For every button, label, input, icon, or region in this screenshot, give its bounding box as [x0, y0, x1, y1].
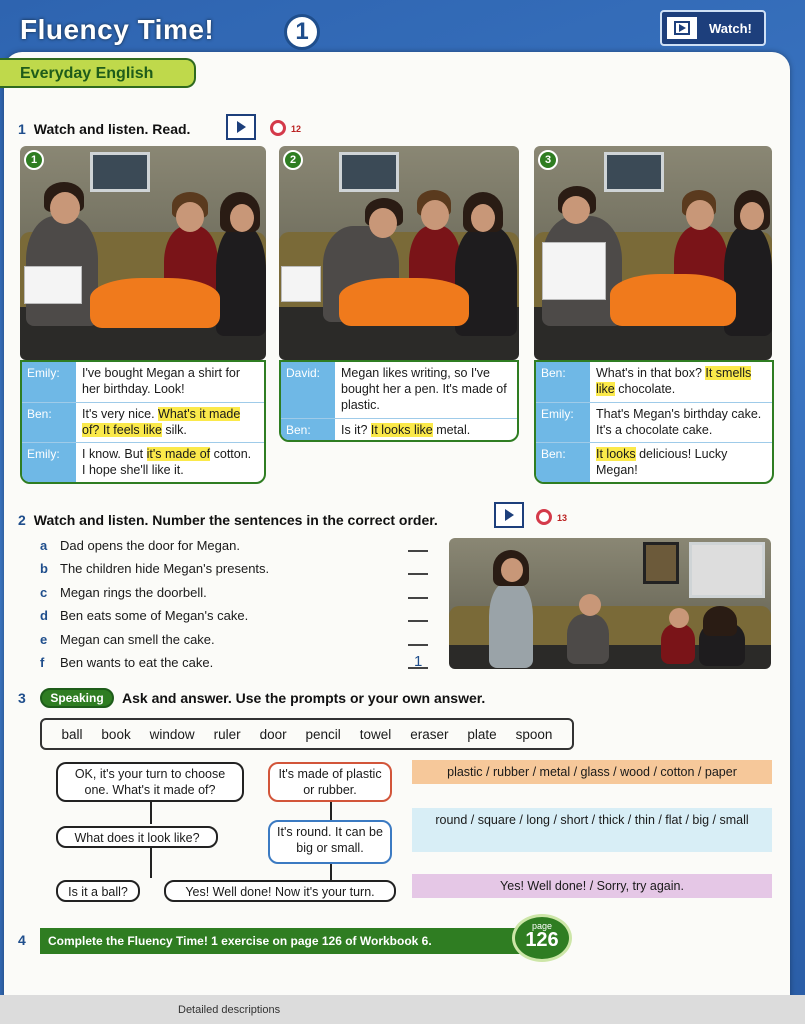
speaker-name: Emily:: [22, 443, 76, 484]
audio-cd-icon[interactable]: [536, 509, 552, 525]
dialog-line: [536, 402, 772, 442]
item-letter: f: [40, 654, 45, 670]
highlighted-phrase: What's it made of? It feels like: [82, 407, 241, 437]
speech-bubble-question-2: What does it look like?: [56, 826, 218, 848]
exercise-2-title: [18, 512, 438, 528]
dialog-line: [536, 362, 772, 402]
speaker-name: Ben:: [22, 403, 76, 442]
speech-bubble-question-3: Is it a ball?: [56, 880, 140, 902]
list-item: [40, 608, 440, 631]
answer-blank[interactable]: [408, 620, 428, 622]
connector-line: [150, 848, 152, 878]
workbook-page-badge[interactable]: [512, 914, 572, 962]
dialog-text: It's very nice. What's it made of? It feels like silk.: [82, 407, 241, 437]
exercise-2-instruction: Watch and listen. Number the sentences in the correct order.: [33, 512, 438, 528]
dialog-line: [22, 402, 264, 442]
word-item: ruler: [213, 726, 241, 742]
dialog-panel-1: [20, 360, 266, 484]
video-play-icon: [665, 15, 699, 41]
dialog-text: Is it? It looks like metal.: [341, 423, 471, 437]
item-text: The children hide Megan's presents.: [60, 561, 270, 577]
panel-number-badge: 2: [283, 150, 303, 170]
video-still-1: [20, 146, 266, 360]
exercise-4-number: 4: [18, 932, 26, 948]
dialog-line: [536, 442, 772, 484]
page-title: Fluency Time!: [20, 14, 215, 45]
footer-text: Detailed descriptions: [178, 1004, 281, 1016]
exercise-3-instruction: Ask and answer. Use the prompts or your own answer.: [122, 690, 486, 706]
word-item: book: [101, 726, 131, 742]
panel-number-badge: 1: [24, 150, 44, 170]
item-text: Megan rings the doorbell.: [60, 584, 207, 600]
item-text: Ben eats some of Megan's cake.: [60, 608, 249, 624]
speaker-name: Emily:: [536, 403, 590, 442]
audio-cd-icon[interactable]: [270, 120, 286, 136]
dialog-text: I know. But it's made of cotton. I hope she'll like it.: [82, 447, 252, 477]
speech-bubble-answer-1: It's made of plastic or rubber.: [268, 762, 392, 802]
section-tab: Everyday English: [0, 58, 196, 88]
word-item: window: [149, 726, 195, 742]
dialog-text: What's in that box? It smells like chocolate.: [596, 366, 752, 396]
speaking-tag: Speaking: [40, 688, 114, 708]
list-item: [40, 585, 440, 608]
word-bank: [40, 718, 574, 750]
exercise-1-title: [18, 121, 190, 137]
watch-button[interactable]: [660, 10, 766, 46]
answer-blank[interactable]: [408, 644, 428, 646]
highlighted-phrase: It looks like: [370, 423, 433, 437]
exercise-1-number: 1: [18, 121, 26, 137]
list-item: [40, 561, 440, 584]
item-letter: c: [40, 584, 48, 600]
answer-blank[interactable]: [408, 573, 428, 575]
dialog-line: [22, 442, 264, 484]
item-letter: d: [40, 608, 48, 624]
prompt-shapes: round / square / long / short / thick / thin / flat / big / small: [412, 808, 772, 852]
highlighted-phrase: It smells like: [596, 366, 752, 396]
exercise-4-instruction: Complete the Fluency Time! 1 exercise on page 126 of Workbook 6.: [40, 928, 530, 954]
item-text: Megan can smell the cake.: [60, 631, 215, 647]
dialog-text: It looks delicious! Lucky Megan!: [596, 447, 728, 477]
dialog-panel-2: [279, 360, 519, 442]
answer-blank[interactable]: [408, 550, 428, 552]
speech-bubble-answer-3: Yes! Well done! Now it's your turn.: [164, 880, 396, 902]
exercise-1-instruction: Watch and listen. Read.: [33, 121, 191, 137]
dialog-text: Megan likes writing, so I've bought her a pen. It's made of plastic.: [341, 366, 507, 412]
speaker-name: David:: [281, 362, 335, 418]
dialog-line: [281, 362, 517, 418]
speaker-name: Emily:: [22, 362, 76, 402]
exercise-3-number: 3: [18, 690, 26, 706]
panel-number-badge: 3: [538, 150, 558, 170]
page-number: 126: [525, 929, 559, 951]
word-item: door: [259, 726, 287, 742]
dialog-line: [22, 362, 264, 402]
video-play-icon[interactable]: [494, 502, 524, 528]
speaker-name: Ben:: [281, 419, 335, 442]
dialog-line: [281, 418, 517, 442]
highlighted-phrase: it's made of: [146, 447, 211, 461]
list-item: [40, 538, 440, 561]
item-letter: e: [40, 631, 48, 647]
footer-strip: [0, 995, 805, 1024]
watch-button-label: Watch!: [709, 20, 752, 36]
dialog-text: I've bought Megan a shirt for her birthday. Look!: [82, 366, 241, 396]
video-still-2: [279, 146, 519, 360]
video-still-4: [449, 538, 771, 669]
speaker-name: Ben:: [536, 362, 590, 402]
video-still-3: [534, 146, 772, 360]
word-item: eraser: [410, 726, 449, 742]
list-item: [40, 652, 440, 678]
audio-track-number: 12: [291, 124, 302, 134]
connector-line: [330, 802, 332, 820]
word-item: ball: [61, 726, 83, 742]
exercise-2-number: 2: [18, 512, 26, 528]
prompt-materials: plastic / rubber / metal / glass / wood / cotton / paper: [412, 760, 772, 784]
word-item: spoon: [515, 726, 553, 742]
list-item: [40, 632, 440, 655]
word-item: towel: [359, 726, 392, 742]
speech-bubble-question-1: OK, it's your turn to choose one. What's it made of?: [56, 762, 244, 802]
video-play-icon[interactable]: [226, 114, 256, 140]
word-item: plate: [467, 726, 497, 742]
highlighted-phrase: It looks: [596, 447, 636, 461]
example-answer: 1: [414, 652, 423, 670]
connector-line: [150, 802, 152, 824]
unit-number-badge: 1: [284, 14, 320, 50]
dialog-panel-3: [534, 360, 774, 484]
order-sentence-list: [40, 538, 440, 678]
item-letter: b: [40, 561, 48, 577]
speech-bubble-answer-2: It's round. It can be big or small.: [268, 820, 392, 864]
dialog-text: That's Megan's birthday cake. It's a chocolate cake.: [596, 407, 762, 437]
word-item: pencil: [305, 726, 341, 742]
page-word: page: [531, 921, 553, 931]
prompt-feedback: Yes! Well done! / Sorry, try again.: [412, 874, 772, 898]
item-letter: a: [40, 538, 48, 553]
audio-track-number: 13: [557, 513, 568, 523]
speaker-name: Ben:: [536, 443, 590, 484]
item-text: Ben wants to eat the cake.: [60, 654, 214, 670]
answer-blank[interactable]: [408, 597, 428, 599]
connector-line: [330, 864, 332, 880]
item-text: Dad opens the door for Megan.: [60, 538, 240, 553]
